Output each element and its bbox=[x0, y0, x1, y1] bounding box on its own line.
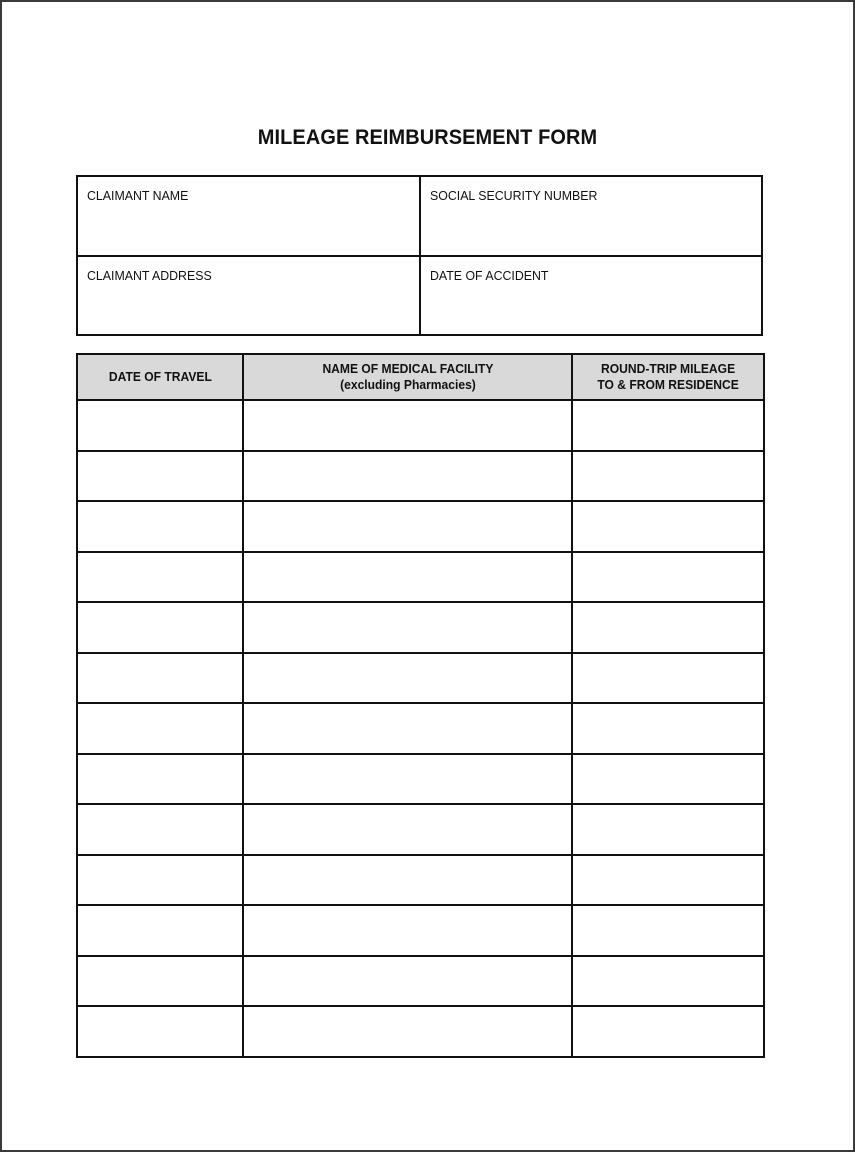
medical-facility-cell[interactable] bbox=[243, 1006, 572, 1057]
date-of-travel-cell[interactable] bbox=[77, 451, 243, 502]
travel-log-body bbox=[77, 400, 764, 1057]
medical-facility-cell[interactable] bbox=[243, 703, 572, 754]
medical-facility-cell[interactable] bbox=[243, 602, 572, 653]
medical-facility-cell[interactable] bbox=[243, 956, 572, 1007]
round-trip-mileage-cell[interactable] bbox=[572, 451, 764, 502]
claimant-address-label: CLAIMANT ADDRESS bbox=[87, 267, 212, 283]
claimant-info-row bbox=[77, 176, 762, 256]
round-trip-mileage-cell[interactable] bbox=[572, 501, 764, 552]
travel-log-table bbox=[76, 353, 765, 1058]
date-of-travel-cell[interactable] bbox=[77, 855, 243, 906]
medical-facility-header-line1: NAME OF MEDICAL FACILITY bbox=[321, 361, 494, 376]
travel-log-row bbox=[77, 754, 764, 805]
travel-log-row bbox=[77, 451, 764, 502]
date-of-travel-header-text: DATE OF TRAVEL bbox=[108, 369, 212, 384]
form-title bbox=[21, 126, 833, 150]
date-of-travel-cell[interactable] bbox=[77, 905, 243, 956]
date-of-accident-field[interactable] bbox=[420, 256, 762, 336]
travel-log-row bbox=[77, 1006, 764, 1057]
travel-log-row bbox=[77, 703, 764, 754]
medical-facility-header-line2: (excluding Pharmacies) bbox=[339, 377, 476, 392]
claimant-address-field[interactable] bbox=[77, 256, 420, 336]
claimant-name-label: CLAIMANT NAME bbox=[87, 188, 189, 203]
date-of-travel-cell[interactable] bbox=[77, 552, 243, 603]
medical-facility-cell[interactable] bbox=[243, 804, 572, 855]
form-title-text: MILEAGE REIMBURSEMENT FORM bbox=[257, 126, 598, 149]
medical-facility-header bbox=[243, 354, 572, 400]
travel-log-header-row bbox=[77, 354, 764, 400]
travel-log-row bbox=[77, 905, 764, 956]
travel-log-row bbox=[77, 400, 764, 451]
medical-facility-cell[interactable] bbox=[243, 905, 572, 956]
medical-facility-cell[interactable] bbox=[243, 754, 572, 805]
claimant-name-field[interactable] bbox=[77, 176, 420, 256]
medical-facility-cell[interactable] bbox=[243, 400, 572, 451]
round-trip-mileage-cell[interactable] bbox=[572, 754, 764, 805]
date-of-travel-cell[interactable] bbox=[77, 956, 243, 1007]
medical-facility-cell[interactable] bbox=[243, 451, 572, 502]
claimant-info-row bbox=[77, 256, 762, 336]
round-trip-mileage-cell[interactable] bbox=[572, 1006, 764, 1057]
round-trip-mileage-header-line1: ROUND-TRIP MILEAGE bbox=[600, 361, 736, 376]
round-trip-mileage-cell[interactable] bbox=[572, 602, 764, 653]
date-of-travel-cell[interactable] bbox=[77, 804, 243, 855]
medical-facility-cell[interactable] bbox=[243, 501, 572, 552]
date-of-travel-cell[interactable] bbox=[77, 1006, 243, 1057]
medical-facility-cell[interactable] bbox=[243, 653, 572, 704]
round-trip-mileage-cell[interactable] bbox=[572, 703, 764, 754]
medical-facility-cell[interactable] bbox=[243, 855, 572, 906]
claimant-info-table bbox=[76, 175, 763, 336]
date-of-travel-cell[interactable] bbox=[77, 501, 243, 552]
medical-facility-cell[interactable] bbox=[243, 552, 572, 603]
date-of-travel-cell[interactable] bbox=[77, 754, 243, 805]
date-of-travel-cell[interactable] bbox=[77, 703, 243, 754]
travel-log-row bbox=[77, 956, 764, 1007]
social-security-number-label: SOCIAL SECURITY NUMBER bbox=[430, 188, 598, 203]
round-trip-mileage-cell[interactable] bbox=[572, 653, 764, 704]
round-trip-mileage-cell[interactable] bbox=[572, 855, 764, 906]
travel-log-row bbox=[77, 602, 764, 653]
date-of-travel-cell[interactable] bbox=[77, 400, 243, 451]
round-trip-mileage-cell[interactable] bbox=[572, 956, 764, 1007]
travel-log-row bbox=[77, 653, 764, 704]
date-of-travel-header bbox=[77, 354, 243, 400]
round-trip-mileage-cell[interactable] bbox=[572, 552, 764, 603]
date-of-travel-cell[interactable] bbox=[77, 653, 243, 704]
round-trip-mileage-header bbox=[572, 354, 764, 400]
travel-log-row bbox=[77, 855, 764, 906]
date-of-accident-label: DATE OF ACCIDENT bbox=[430, 267, 549, 283]
round-trip-mileage-cell[interactable] bbox=[572, 804, 764, 855]
date-of-travel-cell[interactable] bbox=[77, 602, 243, 653]
round-trip-mileage-cell[interactable] bbox=[572, 905, 764, 956]
travel-log-row bbox=[77, 804, 764, 855]
social-security-number-field[interactable] bbox=[420, 176, 762, 256]
round-trip-mileage-header-line2: TO & FROM RESIDENCE bbox=[597, 377, 739, 392]
round-trip-mileage-cell[interactable] bbox=[572, 400, 764, 451]
travel-log-row bbox=[77, 552, 764, 603]
travel-log-row bbox=[77, 501, 764, 552]
